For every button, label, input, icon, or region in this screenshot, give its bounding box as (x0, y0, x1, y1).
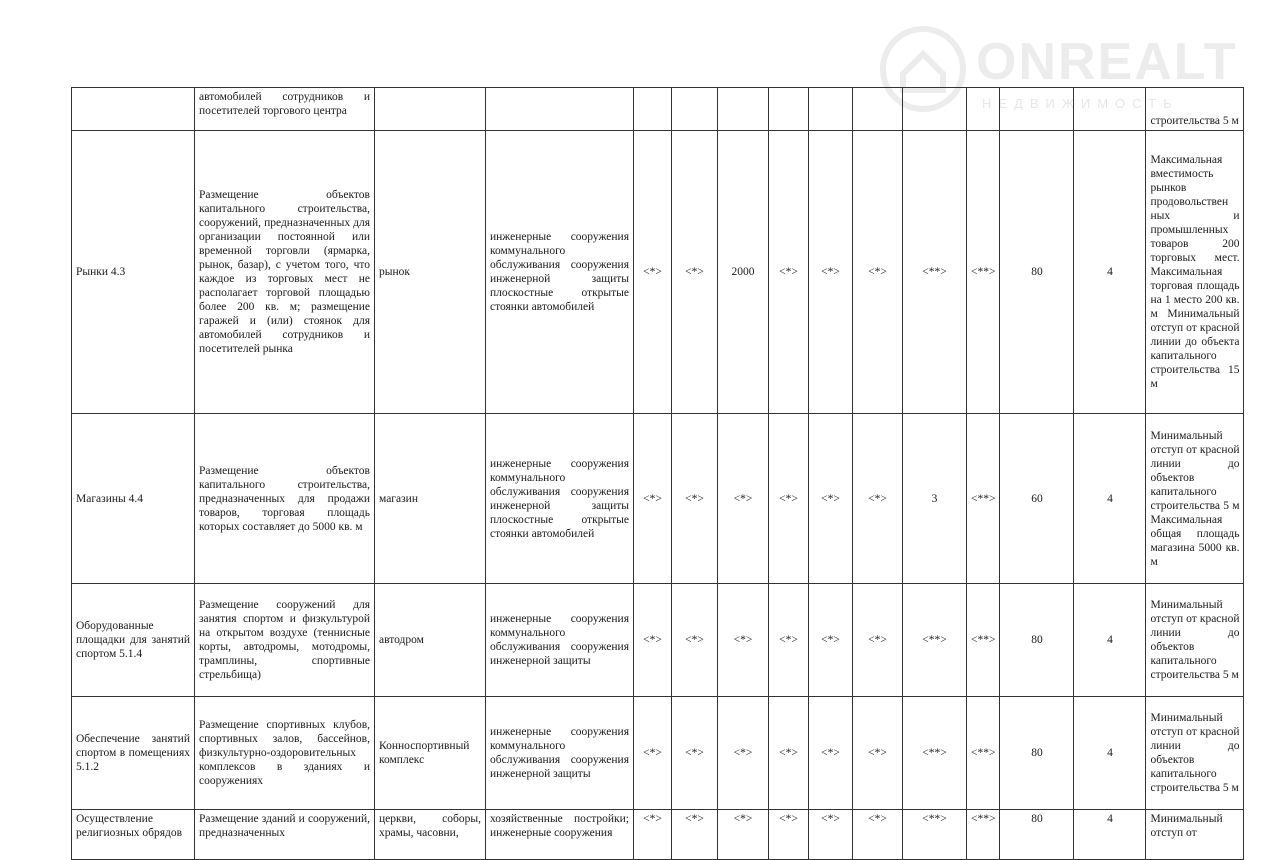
cell-param: <*> (634, 810, 672, 860)
cell-use-type: Оборудованные площадки для занятий спортом 5.1.4 (72, 584, 195, 697)
cell-auxiliary: инженерные сооружения коммунального обслуживания сооружения инженерной защиты плоскостные открытые стоянки автомобилей (486, 414, 634, 584)
cell-object: церкви, соборы, храмы, часовни, (375, 810, 486, 860)
cell-param: 3 (903, 414, 967, 584)
cell-param (718, 88, 769, 131)
cell-object: магазин (375, 414, 486, 584)
cell-param: 80 (1000, 131, 1074, 414)
cell-param (672, 88, 718, 131)
cell-param: <*> (769, 131, 809, 414)
cell-param: <*> (769, 584, 809, 697)
table-row (72, 810, 1244, 860)
cell-description: Размещение объектов капитального строительства, предназначенных для продажи товаров, торговая площадь которых составляет до 5000 кв. м (195, 414, 375, 584)
cell-param: <**> (967, 584, 1000, 697)
cell-param: <*> (809, 414, 853, 584)
cell-description: Размещение объектов капитального строительства, сооружений, предназначенных для организации постоянной или временной торговли (ярмарка, рынок, базар), с учетом того, что каждое из торговых мест не располагает торговой площадью более 200 кв. м; размещение гаражей и (или) стоянок для автомобилей сотрудников и посетителей рынка (195, 131, 375, 414)
cell-param: <*> (809, 810, 853, 860)
table-row (72, 584, 1244, 697)
cell-param: <*> (769, 697, 809, 810)
cell-use-type: Магазины 4.4 (72, 414, 195, 584)
cell-param (967, 88, 1000, 131)
cell-param: <*> (672, 414, 718, 584)
cell-notes: Минимальный отступ от красной линии до объектов капитального строительства 5 м (1146, 697, 1244, 810)
cell-param: <*> (769, 810, 809, 860)
cell-auxiliary: хозяйственные постройки; инженерные сооружения (486, 810, 634, 860)
cell-auxiliary: инженерные сооружения коммунального обслуживания сооружения инженерной защиты плоскостные открытые стоянки автомобилей (486, 131, 634, 414)
cell-param (853, 88, 903, 131)
cell-param: <**> (903, 584, 967, 697)
cell-param: <*> (809, 697, 853, 810)
cell-param: <*> (634, 131, 672, 414)
cell-param: <*> (634, 414, 672, 584)
cell-param: <**> (903, 131, 967, 414)
cell-param: <*> (853, 810, 903, 860)
watermark-brand: ONREALT (976, 33, 1238, 91)
cell-notes: Минимальный отступ от красной линии до объектов капитального строительства 5 м Максимальная общая площадь магазина 5000 кв. м (1146, 414, 1244, 584)
cell-param: <*> (718, 584, 769, 697)
cell-object: Конноспортивный комплекс (375, 697, 486, 810)
cell-param (634, 88, 672, 131)
cell-notes: Минимальный отступ от красной линии до объектов капитального строительства 5 м (1146, 584, 1244, 697)
cell-param: 80 (1000, 810, 1074, 860)
cell-description: Размещение зданий и сооружений, предназначенных (195, 810, 375, 860)
cell-param: <**> (967, 810, 1000, 860)
cell-param: <**> (903, 810, 967, 860)
cell-param (1000, 88, 1074, 131)
cell-param: 60 (1000, 414, 1074, 584)
cell-param: 80 (1000, 697, 1074, 810)
cell-param: <*> (809, 131, 853, 414)
cell-description: автомобилей сотрудников и посетителей торгового центра (195, 88, 375, 131)
cell-param: <*> (853, 697, 903, 810)
cell-object: автодром (375, 584, 486, 697)
table-row (72, 697, 1244, 810)
cell-param: <*> (853, 584, 903, 697)
cell-param: <*> (718, 697, 769, 810)
cell-param: <*> (718, 414, 769, 584)
cell-notes: Минимальный отступ от (1146, 810, 1244, 860)
cell-object (375, 88, 486, 131)
cell-param: <*> (634, 697, 672, 810)
cell-param (769, 88, 809, 131)
cell-param: 80 (1000, 584, 1074, 697)
cell-param: <*> (672, 131, 718, 414)
cell-param: 4 (1074, 131, 1146, 414)
cell-object: рынок (375, 131, 486, 414)
cell-param: <*> (672, 584, 718, 697)
zoning-regulations-table (71, 87, 1244, 860)
cell-notes: строительства 5 м (1146, 88, 1244, 131)
cell-param: <**> (967, 131, 1000, 414)
cell-param: <**> (903, 697, 967, 810)
cell-description: Размещение сооружений для занятия спортом и физкультурой на открытом воздухе (теннисные корты, автодромы, мотодромы, трамплины, спортивные стрельбища) (195, 584, 375, 697)
cell-use-type: Осуществление религиозных обрядов (72, 810, 195, 860)
cell-auxiliary (486, 88, 634, 131)
cell-param: <*> (718, 810, 769, 860)
cell-param: <*> (769, 414, 809, 584)
table-row (72, 414, 1244, 584)
cell-param: <*> (853, 414, 903, 584)
cell-notes: Максимальная вместимость рынков продовольствен ных и промышленных товаров 200 торговых мест. Максимальная торговая площадь на 1 место 200 кв. м Минимальный отступ от красной линии до объекта капитального строительства 15 м (1146, 131, 1244, 414)
cell-param (1074, 88, 1146, 131)
cell-param: <*> (672, 697, 718, 810)
table-row (72, 131, 1244, 414)
cell-description: Размещение спортивных клубов, спортивных залов, бассейнов, физкультурно-оздоровительных комплексов в зданиях и сооружениях (195, 697, 375, 810)
cell-use-type: Обеспечение занятий спортом в помещениях 5.1.2 (72, 697, 195, 810)
watermark-subtitle: НЕДВИЖИМОСТЬ (982, 96, 1179, 111)
cell-param: <*> (634, 584, 672, 697)
cell-param: <*> (672, 810, 718, 860)
cell-param: 2000 (718, 131, 769, 414)
cell-auxiliary: инженерные сооружения коммунального обслуживания сооружения инженерной защиты (486, 584, 634, 697)
cell-param: <**> (967, 414, 1000, 584)
cell-param: <*> (853, 131, 903, 414)
table-row (72, 88, 1244, 131)
cell-auxiliary: инженерные сооружения коммунального обслуживания сооружения инженерной защиты (486, 697, 634, 810)
cell-param: 4 (1074, 697, 1146, 810)
cell-param: 4 (1074, 584, 1146, 697)
cell-param: 4 (1074, 414, 1146, 584)
cell-param: 4 (1074, 810, 1146, 860)
cell-param (903, 88, 967, 131)
cell-use-type (72, 88, 195, 131)
cell-param (809, 88, 853, 131)
cell-param: <**> (967, 697, 1000, 810)
cell-param: <*> (809, 584, 853, 697)
cell-use-type: Рынки 4.3 (72, 131, 195, 414)
